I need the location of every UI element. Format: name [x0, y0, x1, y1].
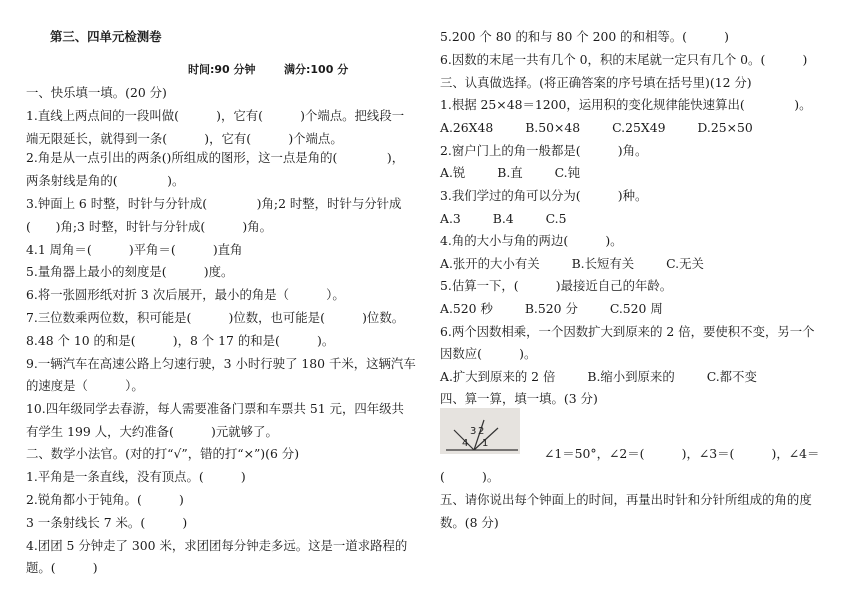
- choice-2-options: [440, 165, 580, 181]
- choice-4: 4.角的大小与角的两边( )。: [440, 233, 623, 248]
- choice-5: 5.估算一下，( )最接近自己的年龄。: [440, 278, 673, 293]
- question-3-line2: ( )角;3 时整，时针与分针成( )角。: [26, 219, 272, 234]
- angle-question-line2: ( )。: [440, 469, 500, 484]
- question-10-line1: 10.四年级同学去春游，每人需要准备门票和车票共 51 元，四年级共: [26, 401, 404, 416]
- choice-5-option-b: B.520 分: [524, 301, 578, 316]
- choice-4-option-b: B.长短有关: [571, 256, 635, 271]
- choice-1-option-a: A.26X48: [440, 120, 494, 135]
- choice-5-option-c: C.520 周: [609, 301, 663, 316]
- choice-6-line2: 因数应( )。: [440, 346, 537, 361]
- question-2-line1: 2.角是从一点引出的两条()所组成的图形，这一点是角的( )，: [26, 150, 405, 165]
- choice-1-option-b: B.50×48: [525, 120, 581, 135]
- question-6: 6.将一张圆形纸对折 3 次后展开，最小的角是（ ）。: [26, 287, 345, 302]
- angle-question: ∠1＝50°，∠2＝( )，∠3＝( )，∠4＝: [544, 446, 820, 461]
- choice-3-option-b: B.4: [492, 211, 514, 226]
- choice-2-option-b: B.直: [497, 165, 523, 180]
- angle-label-3: 3: [470, 426, 477, 437]
- section-2-heading: 二、数学小法官。(对的打“√”，错的打“×”)(6 分): [26, 446, 300, 461]
- choice-4-option-a: A.张开的大小有关: [440, 256, 540, 271]
- choice-5-option-a: A.520 秒: [440, 301, 493, 316]
- choice-1: 1.根据 25×48＝1200，运用积的变化规律能快速算出( )。: [440, 97, 812, 112]
- judge-1: 1.平角是一条直线，没有顶点。( ): [26, 469, 246, 484]
- choice-6-option-b: B.缩小到原来的: [587, 369, 675, 384]
- question-1-line2: 端无限延长，就得到一条( )，它有( )个端点。: [26, 131, 343, 146]
- question-1-line1: 1.直线上两点间的一段叫做( )，它有( )个端点。把线段一: [26, 108, 405, 123]
- judge-4-line2: 题。( ): [26, 560, 98, 575]
- question-3-line1: 3.钟面上 6 时整，时针与分针成( )角;2 时整，时针与分针成: [26, 196, 402, 211]
- choice-3: 3.我们学过的角可以分为( )种。: [440, 188, 648, 203]
- question-8: 8.48 个 10 的和是( )，8 个 17 的和是( )。: [26, 333, 335, 348]
- choice-4-option-c: C.无关: [666, 256, 704, 271]
- choice-3-option-a: A.3: [440, 211, 461, 226]
- section-3-heading: 三、认真做选择。(将正确答案的序号填在括号里)(12 分): [440, 75, 752, 90]
- question-5: 5.量角器上最小的刻度是( )度。: [26, 264, 234, 279]
- choice-1-option-c: C.25X49: [612, 120, 666, 135]
- section-1-heading: 一、快乐填一填。(20 分): [26, 85, 167, 100]
- angle-figure-photo: [440, 408, 520, 454]
- judge-3: 3 一条射线长 7 米。( ): [26, 515, 188, 530]
- choice-6-line1: 6.两个因数相乘，一个因数扩大到原来的 2 倍，要使积不变，另一个: [440, 324, 815, 339]
- choice-5-options: [440, 301, 663, 317]
- worksheet-title: 第三、四单元检测卷: [50, 29, 162, 44]
- choice-2-option-a: A.锐: [440, 165, 466, 180]
- question-7: 7.三位数乘两位数，积可能是( )位数，也可能是( )位数。: [26, 310, 405, 325]
- section-4-heading: 四、算一算，填一填。(3 分): [440, 391, 598, 406]
- angle-label-1: 1: [482, 438, 489, 449]
- choice-4-options: [440, 256, 704, 272]
- choice-6-option-a: A.扩大到原来的 2 倍: [440, 369, 556, 384]
- question-9-line1: 9.一辆汽车在高速公路上匀速行驶，3 小时行驶了 180 千米，这辆汽车: [26, 356, 416, 371]
- question-4: 4.1 周角＝( )平角＝( )直角: [26, 242, 243, 257]
- choice-6-option-c: C.都不变: [706, 369, 757, 384]
- question-10-line2: 有学生 199 人，大约准备( )元就够了。: [26, 424, 278, 439]
- full-score: 满分:100 分: [284, 63, 349, 76]
- question-2-line2: 两条射线是角的( )。: [26, 173, 185, 188]
- choice-2-option-c: C.钝: [554, 165, 580, 180]
- choice-2: 2.窗户门上的角一般都是( )角。: [440, 143, 648, 158]
- judge-2: 2.锐角都小于钝角。( ): [26, 492, 184, 507]
- angle-figure-icon: [440, 408, 520, 454]
- judge-6: 6.因数的末尾一共有几个 0，积的末尾就一定只有几个 0。( ): [440, 52, 808, 67]
- choice-3-option-c: C.5: [545, 211, 567, 226]
- section-5-line2: 数。(8 分): [440, 515, 499, 530]
- question-9-line2: 的速度是（ ）。: [26, 378, 144, 393]
- time-limit: 时间:90 分钟: [188, 63, 256, 76]
- angle-label-4: 4: [462, 438, 469, 449]
- angle-label-2: 2: [478, 426, 485, 437]
- section-5-line1: 五、请你说出每个钟面上的时间，再量出时针和分针所组成的角的度: [440, 492, 812, 507]
- choice-6-options: [440, 369, 757, 385]
- judge-4-line1: 4.团团 5 分钟走了 300 米，求团团每分钟走多远。这是一道求路程的: [26, 538, 408, 553]
- judge-5: 5.200 个 80 的和与 80 个 200 的和相等。( ): [440, 29, 729, 44]
- choice-3-options: [440, 211, 567, 227]
- choice-1-option-d: D.25×50: [697, 120, 753, 135]
- choice-1-options: [440, 120, 753, 136]
